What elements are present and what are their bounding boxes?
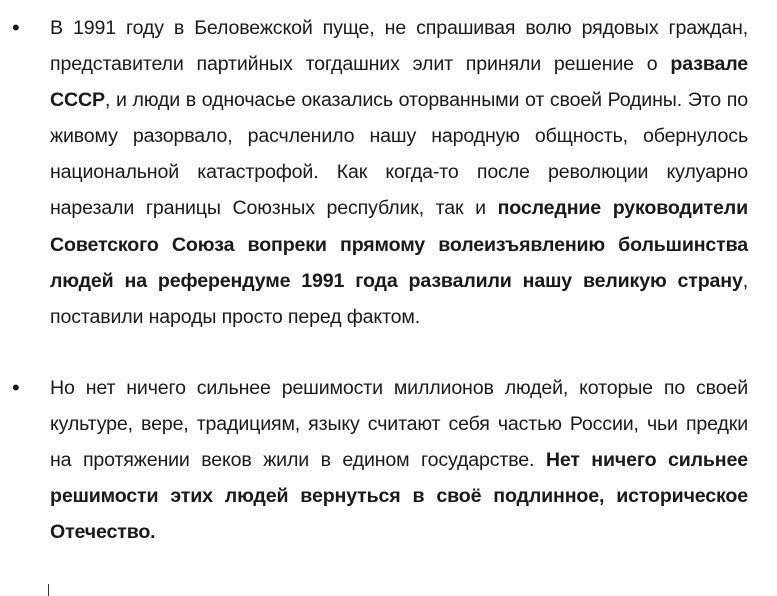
- paragraph-1: [50, 10, 748, 335]
- text-segment: Но нет ничего сильнее решимости миллионов людей, которые по своей культуре, вере, традициям, языку считают себя частью России, чьи предки на протяжении веков жили в едином государстве.: [50, 376, 748, 472]
- text-segment: В 1991 году в Беловежской пуще, не спрашивая волю рядовых граждан, представители партийных тогдашних элит приняли решение о: [50, 17, 748, 76]
- paragraph-2: [50, 370, 748, 550]
- bold-text-segment: последние руководители Советского Союза вопреки прямому волеизъявлению большинства людей на референдуме 1991 года развалили нашу великую страну: [50, 197, 748, 292]
- text-cursor: [48, 584, 49, 596]
- text-segment: , поставили народы просто перед фактом.: [50, 269, 748, 328]
- bullet-marker: •: [12, 15, 20, 40]
- bullet-marker: •: [12, 374, 20, 400]
- bold-text-segment: Нет ничего сильнее решимости этих людей вернуться в своё подлинное, историческое Отечество.: [50, 449, 748, 544]
- document-body: [0, 10, 777, 550]
- bullet-item-2: [0, 370, 777, 550]
- bullet-item-1: [0, 10, 777, 335]
- text-segment: , и люди в одночасье оказались оторванными от своей Родины. Это по живому разорвало, расчленило нашу народную общность, обернулось национальной катастрофой. Как когда-то после революции кулуарно нарезали границы Союзных республик, так и: [50, 89, 748, 220]
- bold-text-segment: развале СССР: [50, 53, 748, 112]
